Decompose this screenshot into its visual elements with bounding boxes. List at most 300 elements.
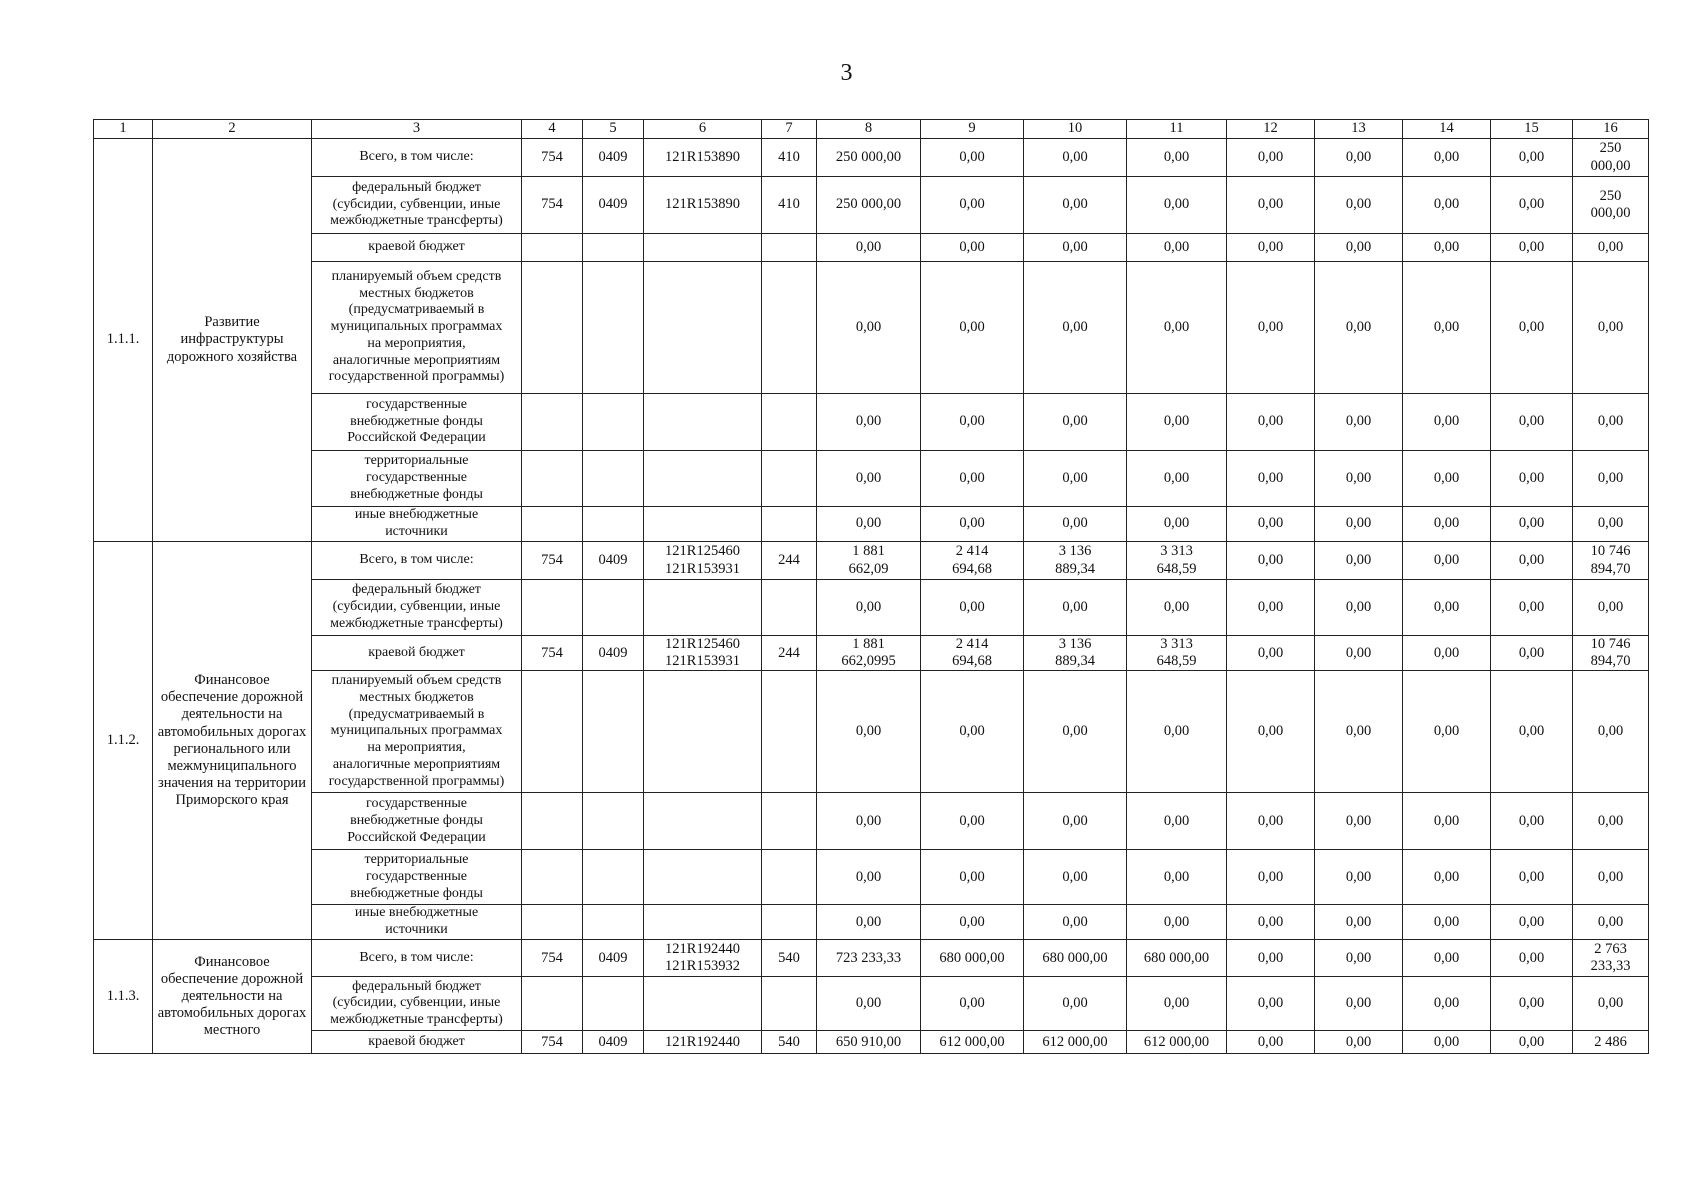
amount-cell [1573,636,1649,671]
amount-cell [817,793,921,850]
cell-line: 0,00 [1257,1033,1284,1050]
cell-line: межбюджетные трансферты) [330,615,503,631]
cell-line: 0,00 [1433,148,1460,165]
cell-line: государственной программы) [328,369,505,385]
cell-line: 0,00 [1518,1033,1545,1050]
amount-cell [921,177,1024,234]
section-code-cell [583,451,644,507]
table-row [94,905,1649,940]
cell-line: 1 881 [852,543,885,560]
ministry-code [522,394,583,451]
amount-cell [817,394,921,451]
cell-line: краевой бюджет [368,644,465,660]
amount-cell [1403,542,1491,580]
amount-cell [1573,262,1649,394]
cell-line: 0,00 [1345,913,1372,930]
amount-cell [1403,177,1491,234]
cell-line: 894,70 [1590,560,1631,577]
cell-line: 0,00 [1518,413,1545,430]
amount-cell [1024,977,1127,1031]
amount-cell [921,262,1024,394]
cell-line: 0,00 [1518,913,1545,930]
cell-line: федеральный бюджет [352,179,481,195]
cell-line: 0,00 [959,868,985,885]
funding-source [312,139,522,177]
amount-cell [1315,850,1403,905]
cell-line: 0,00 [1433,515,1460,532]
cell-line: 0,00 [959,469,985,486]
cell-line: 662,0995 [841,653,896,670]
cell-line: Всего, в том числе: [359,149,474,165]
cell-line: 0,00 [1518,598,1545,615]
cell-line: 0,00 [1597,913,1624,930]
cell-line: 0,00 [1433,238,1460,255]
table-row [94,542,1649,580]
cell-line: 0,00 [959,723,985,740]
expense-type [762,793,817,850]
section-code-cell [583,977,644,1031]
section-code-cell: 0409 [583,139,644,177]
table-row [94,451,1649,507]
cell-line: 0,00 [1062,995,1088,1012]
funding-source [312,451,522,507]
amount-cell [1491,177,1573,234]
amount-cell [1315,671,1403,793]
cell-line: 0,00 [1257,913,1284,930]
cell-line: 3 313 [1160,543,1193,560]
target-article [644,451,762,507]
header-cell: 9 [921,120,1024,139]
amount-cell [1024,234,1127,262]
amount-cell [1227,394,1315,451]
cell-line: 0,00 [855,995,882,1012]
section-name: Финансовое обеспечение дорожной деятельности на автомобильных дорогах местного [153,940,312,1054]
amount-cell [1573,580,1649,636]
expense-type [762,234,817,262]
cell-line: 0,00 [1163,196,1190,213]
cell-line: Российской Федерации [347,430,486,446]
table-row [94,507,1649,542]
amount-cell [1227,542,1315,580]
target-article [644,636,762,671]
page-number: 3 [840,60,853,86]
cell-line: 0,00 [1257,644,1284,661]
cell-line: 0,00 [1433,812,1460,829]
cell-line: 0,00 [1062,913,1088,930]
table-row [94,1031,1649,1054]
cell-line: 0,00 [1433,868,1460,885]
cell-line: краевой бюджет [368,239,465,255]
amount-cell [1315,394,1403,451]
amount-cell [1227,850,1315,905]
cell-line: 0,00 [1518,318,1545,335]
cell-line: государственные [366,868,467,884]
cell-line: 121R153932 [665,958,740,975]
cell-line: 0,00 [1518,515,1545,532]
amount-cell [1227,177,1315,234]
cell-line: 648,59 [1156,560,1197,577]
amount-cell [1315,139,1403,177]
target-article [644,977,762,1031]
cell-line: 0,00 [1518,238,1545,255]
cell-line: планируемый объем средств [331,268,502,284]
cell-line: 0,00 [1345,413,1372,430]
section-code-cell [583,234,644,262]
amount-cell [1127,542,1227,580]
funding-source [312,1031,522,1054]
table-header-row [94,120,1649,139]
cell-line: 0,00 [855,598,882,615]
expense-type [762,580,817,636]
expense-type [762,394,817,451]
header-cell: 13 [1315,120,1403,139]
cell-line: 0,00 [1433,318,1460,335]
amount-cell [1403,451,1491,507]
funding-source [312,580,522,636]
target-article [644,262,762,394]
cell-line: 0,00 [1518,995,1545,1012]
amount-cell [1227,940,1315,977]
amount-cell [1024,671,1127,793]
ministry-code [522,451,583,507]
ministry-code [522,234,583,262]
amount-cell [1024,580,1127,636]
amount-cell [1024,507,1127,542]
cell-line: 0,00 [1062,318,1088,335]
target-article [644,507,762,542]
cell-line: 0,00 [1597,469,1624,486]
cell-line: внебюджетные фонды [350,486,483,502]
amount-cell [1127,905,1227,940]
ministry-code: 754 [522,542,583,580]
cell-line: 0,00 [855,723,882,740]
amount-cell [817,542,921,580]
cell-line: 0,00 [1257,515,1284,532]
cell-line: 250 [1599,187,1622,204]
cell-line: на мероприятия, [367,740,466,756]
amount-cell [1127,850,1227,905]
section-code-cell: 0409 [583,940,644,977]
cell-line: 0,00 [959,238,985,255]
cell-line: 0,00 [959,995,985,1012]
cell-line: 000,00 [1590,157,1631,174]
cell-line: 1 881 [852,636,885,652]
header-cell: 3 [312,120,522,139]
ministry-code [522,977,583,1031]
funding-source [312,636,522,671]
amount-cell [1491,507,1573,542]
section-code-cell [583,394,644,451]
amount-cell [1491,139,1573,177]
cell-line: аналогичные мероприятиям [332,756,501,772]
amount-cell [1573,905,1649,940]
cell-line: 0,00 [855,515,882,532]
amount-cell [1315,451,1403,507]
amount-cell [1227,671,1315,793]
cell-line: внебюджетные фонды [350,885,483,901]
ministry-code: 754 [522,177,583,234]
header-cell: 2 [153,120,312,139]
cell-line: 121R153931 [665,653,740,670]
cell-line: 0,00 [1345,551,1372,568]
header-cell: 6 [644,120,762,139]
cell-line: 0,00 [1433,469,1460,486]
cell-line: 0,00 [1345,868,1372,885]
amount-cell [1491,451,1573,507]
cell-line: 250 [1599,140,1622,157]
amount-cell [1315,793,1403,850]
cell-line: 0,00 [1518,196,1545,213]
table-row [94,394,1649,451]
cell-line: 0,00 [1345,995,1372,1012]
cell-line: муниципальных программах [330,319,503,335]
amount-cell [1227,977,1315,1031]
cell-line: 0,00 [1433,949,1460,966]
ministry-code [522,850,583,905]
cell-line: 121R125460 [665,636,740,652]
target-article [644,850,762,905]
expense-type: 540 [762,1031,817,1054]
amount-cell [1127,940,1227,977]
cell-line: 0,00 [1433,913,1460,930]
cell-line: 0,00 [1345,598,1372,615]
cell-line: 680 000,00 [1042,949,1108,966]
amount-cell [1491,394,1573,451]
amount-cell [817,262,921,394]
cell-line: 0,00 [1257,238,1284,255]
cell-line: 0,00 [1345,318,1372,335]
amount-cell [1227,262,1315,394]
amount-cell [817,507,921,542]
funding-source [312,793,522,850]
cell-line: 10 746 [1590,543,1631,560]
cell-line: государственные [366,396,467,412]
amount-cell [817,905,921,940]
cell-line: 0,00 [1345,148,1372,165]
cell-line: 121R153890 [665,148,740,165]
amount-cell [1227,139,1315,177]
header-cell: 4 [522,120,583,139]
amount-cell [1127,262,1227,394]
expense-type: 244 [762,636,817,671]
cell-line: 0,00 [959,598,985,615]
cell-line: 10 746 [1590,636,1631,652]
section-code-cell: 0409 [583,542,644,580]
amount-cell [1403,940,1491,977]
cell-line: 0,00 [959,913,985,930]
cell-line: на мероприятия, [367,335,466,351]
cell-line: межбюджетные трансферты) [330,213,503,229]
ministry-code: 754 [522,1031,583,1054]
expense-type [762,905,817,940]
amount-cell [817,234,921,262]
amount-cell [1315,177,1403,234]
ministry-code [522,580,583,636]
cell-line: местных бюджетов [359,285,474,301]
amount-cell [817,940,921,977]
cell-line: 0,00 [1433,995,1460,1012]
header-cell: 14 [1403,120,1491,139]
target-article [644,580,762,636]
cell-line: федеральный бюджет [352,582,481,598]
amount-cell [1491,940,1573,977]
cell-line: 0,00 [1433,196,1460,213]
cell-line: аналогичные мероприятиям [332,352,501,368]
target-article [644,671,762,793]
amount-cell [921,580,1024,636]
cell-line: 0,00 [1062,515,1088,532]
amount-cell [921,542,1024,580]
cell-line: 121R192440 [665,941,740,958]
header-cell: 7 [762,120,817,139]
cell-line: 0,00 [1257,598,1284,615]
cell-line: 0,00 [1163,723,1190,740]
funding-source [312,507,522,542]
amount-cell [1024,940,1127,977]
expense-type [762,977,817,1031]
header-cell: 16 [1573,120,1649,139]
cell-line: источники [385,922,448,938]
cell-line: 680 000,00 [939,949,1005,966]
header-cell: 1 [94,120,153,139]
amount-cell [1403,234,1491,262]
cell-line: 0,00 [1345,644,1372,661]
cell-line: местных бюджетов [359,689,474,705]
ministry-code [522,793,583,850]
amount-cell [1403,793,1491,850]
ministry-code: 754 [522,636,583,671]
amount-cell [1127,177,1227,234]
target-article [644,940,762,977]
cell-line: 0,00 [1433,1033,1460,1050]
amount-cell [1127,139,1227,177]
cell-line: 250 000,00 [835,196,902,213]
cell-line: 121R192440 [665,1033,740,1050]
cell-line: 0,00 [1163,148,1190,165]
amount-cell [1403,977,1491,1031]
target-article [644,542,762,580]
target-article [644,1031,762,1054]
cell-line: 0,00 [1518,644,1545,661]
expense-type: 540 [762,940,817,977]
cell-line: 0,00 [1433,644,1460,661]
cell-line: источники [385,524,448,539]
cell-line: 0,00 [959,318,985,335]
amount-cell [1573,940,1649,977]
ministry-code [522,262,583,394]
amount-cell [921,394,1024,451]
amount-cell [921,139,1024,177]
budget-table [93,119,1649,1054]
table-row [94,262,1649,394]
cell-line: 0,00 [1597,238,1624,255]
cell-line: 0,00 [1433,413,1460,430]
table-row [94,850,1649,905]
cell-line: 0,00 [1257,723,1284,740]
cell-line: 0,00 [1257,148,1284,165]
amount-cell [1491,636,1573,671]
cell-line: 0,00 [1257,868,1284,885]
funding-source [312,940,522,977]
cell-line: 0,00 [1597,413,1624,430]
expense-type [762,850,817,905]
cell-line: 0,00 [1518,148,1545,165]
section-code-cell [583,507,644,542]
cell-line: 0,00 [1257,318,1284,335]
cell-line: 0,00 [1163,913,1190,930]
amount-cell [921,905,1024,940]
amount-cell [921,1031,1024,1054]
amount-cell [1491,262,1573,394]
amount-cell [1491,1031,1573,1054]
amount-cell [1315,1031,1403,1054]
funding-source [312,234,522,262]
cell-line: 0,00 [1257,469,1284,486]
amount-cell [1315,542,1403,580]
ministry-code [522,507,583,542]
cell-line: 612 000,00 [1143,1033,1210,1050]
expense-type: 410 [762,139,817,177]
cell-line: 0,00 [1062,148,1088,165]
cell-line: 0,00 [1345,469,1372,486]
cell-line: 0,00 [855,812,882,829]
cell-line: 0,00 [959,413,985,430]
cell-line: 2 763 [1594,941,1627,958]
cell-line: 650 910,00 [835,1033,902,1050]
amount-cell [1227,234,1315,262]
cell-line: 0,00 [1597,318,1624,335]
amount-cell [1315,234,1403,262]
cell-line: 0,00 [1257,196,1284,213]
ministry-code [522,905,583,940]
cell-line: 0,00 [1518,812,1545,829]
cell-line: 0,00 [1345,723,1372,740]
cell-line: (предусматриваемый в [348,706,485,722]
amount-cell [1573,451,1649,507]
amount-cell [1127,394,1227,451]
cell-line: иные внебюджетные [354,905,479,921]
cell-line: 0,00 [1062,812,1088,829]
cell-line: 0,00 [1062,598,1088,615]
table-row [94,940,1649,977]
cell-line: 3 313 [1160,636,1193,652]
amount-cell [921,451,1024,507]
target-article [644,394,762,451]
amount-cell [817,977,921,1031]
section-code-cell: 0409 [583,1031,644,1054]
amount-cell [1127,977,1227,1031]
cell-line: 0,00 [1345,515,1372,532]
cell-line: 0,00 [1597,515,1624,532]
amount-cell [1403,262,1491,394]
amount-cell [921,507,1024,542]
cell-line: муниципальных программах [330,723,503,739]
amount-cell [1127,451,1227,507]
amount-cell [921,977,1024,1031]
cell-line: краевой бюджет [368,1033,465,1049]
cell-line: 0,00 [1597,598,1624,615]
cell-line: государственные [366,796,467,812]
amount-cell [1227,580,1315,636]
amount-cell [1024,394,1127,451]
amount-cell [1315,580,1403,636]
cell-line: 0,00 [1345,812,1372,829]
amount-cell [1227,636,1315,671]
amount-cell [1403,394,1491,451]
cell-line: 0,00 [855,469,882,486]
section-code-cell [583,671,644,793]
target-article [644,793,762,850]
